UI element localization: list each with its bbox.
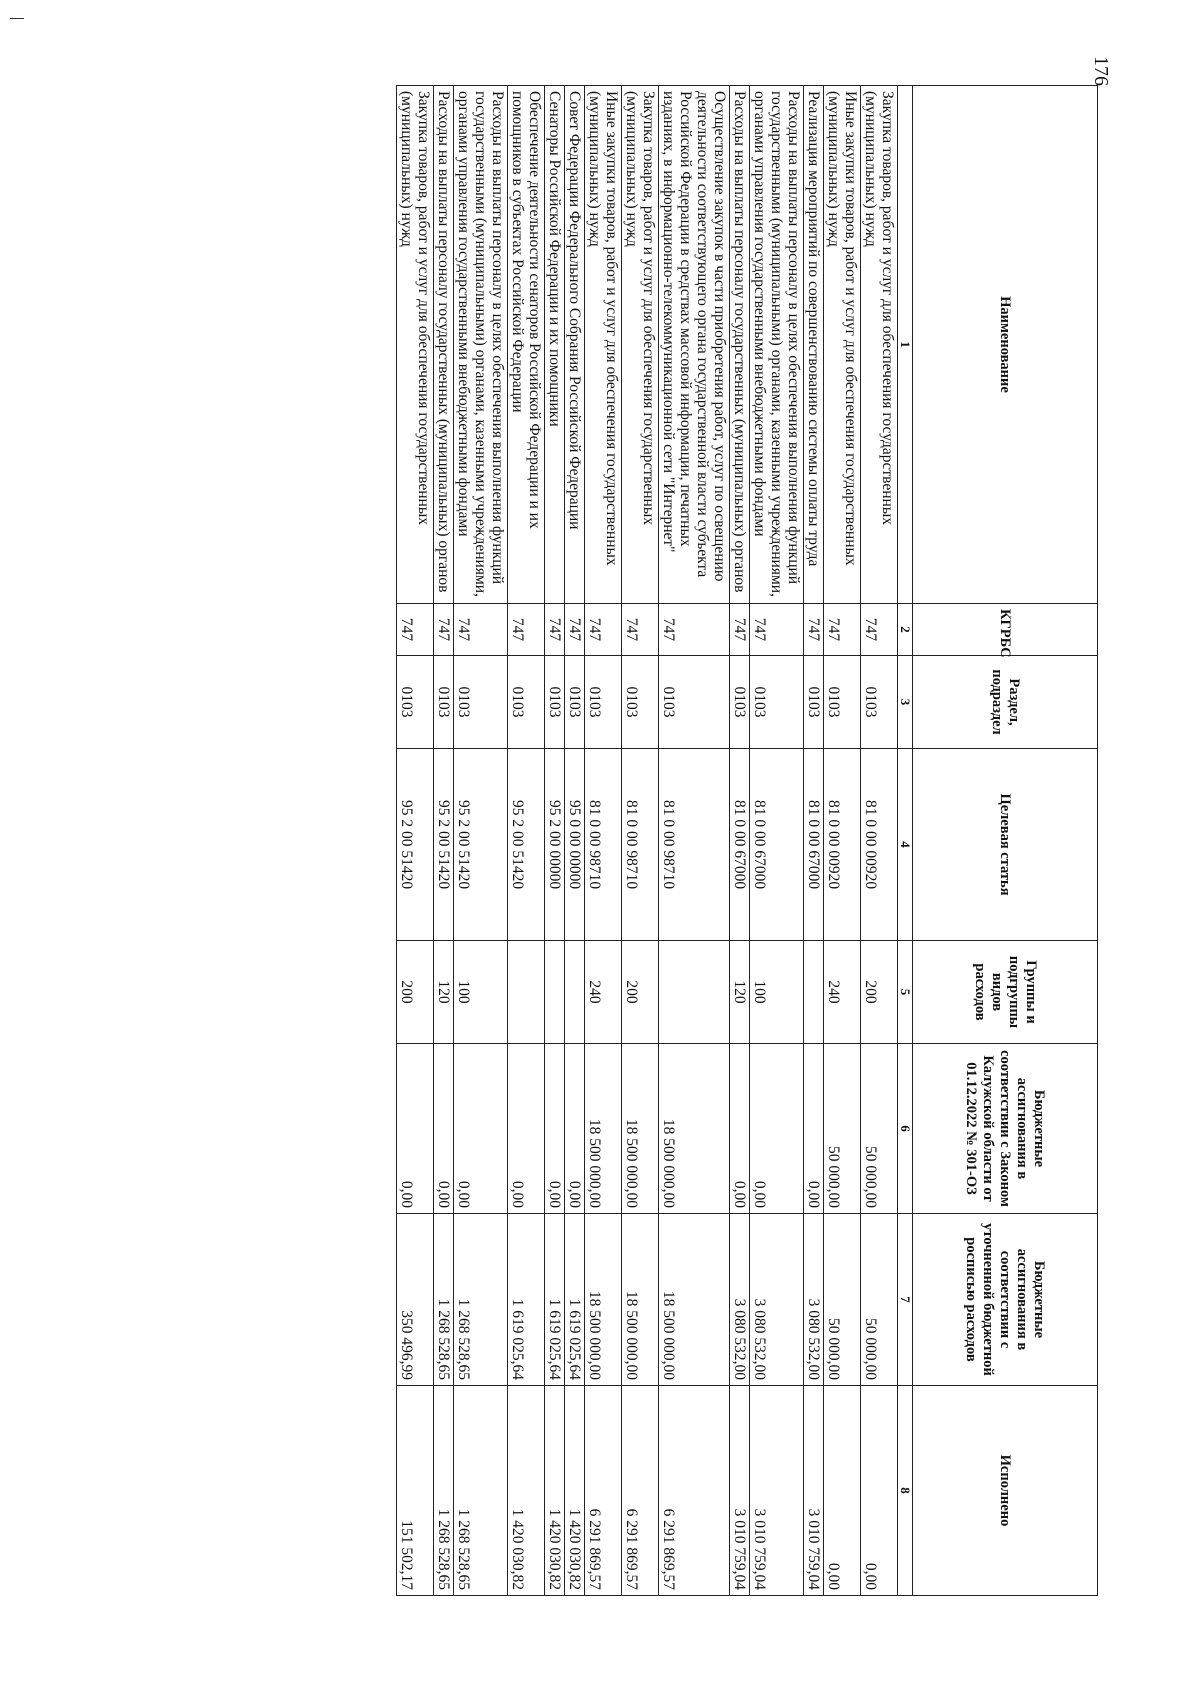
row-kgrbs: 747 xyxy=(508,604,545,656)
row-law-allocation: 0,00 xyxy=(545,1044,565,1214)
row-group xyxy=(804,941,824,1044)
row-section: 0103 xyxy=(397,656,434,749)
header-row xyxy=(913,86,1098,1596)
row-section: 0103 xyxy=(454,656,508,749)
budget-table-sheet xyxy=(113,85,1098,1595)
row-name: Совет Федерации Федерального Собрания Российской Федерации xyxy=(565,86,585,604)
row-section: 0103 xyxy=(861,656,898,749)
row-target: 81 0 00 98710 xyxy=(659,749,730,941)
row-target: 95 2 00 51420 xyxy=(508,749,545,941)
row-executed: 6 291 869,57 xyxy=(659,1386,730,1596)
header-section: Раздел, подраздел xyxy=(913,656,1098,749)
row-refined-allocation: 1 268 528,65 xyxy=(434,1214,454,1386)
row-name: Сенаторы Российской Федерации и их помощники xyxy=(545,86,565,604)
row-target: 95 2 00 51420 xyxy=(454,749,508,941)
row-kgrbs: 747 xyxy=(804,604,824,656)
row-refined-allocation: 18 500 000,00 xyxy=(622,1214,659,1386)
column-number: 4 xyxy=(898,749,913,941)
row-executed: 1 268 528,65 xyxy=(454,1386,508,1596)
row-group: 200 xyxy=(861,941,898,1044)
row-group: 100 xyxy=(750,941,804,1044)
row-target: 95 2 00 00000 xyxy=(545,749,565,941)
header-law-allocations: Бюджетные ассигнования в соответствии с Законом Калужской области от 01.12.2022 № 301-ОЗ xyxy=(913,1044,1098,1214)
table-row xyxy=(622,86,659,1596)
row-group: 120 xyxy=(434,941,454,1044)
row-refined-allocation: 50 000,00 xyxy=(824,1214,861,1386)
column-number: 2 xyxy=(898,604,913,656)
table-row xyxy=(508,86,545,1596)
row-refined-allocation: 3 080 532,00 xyxy=(804,1214,824,1386)
table-row xyxy=(861,86,898,1596)
row-law-allocation: 50 000,00 xyxy=(824,1044,861,1214)
header-executed: Исполнено xyxy=(913,1386,1098,1596)
row-refined-allocation: 1 268 528,65 xyxy=(454,1214,508,1386)
row-kgrbs: 747 xyxy=(454,604,508,656)
row-law-allocation: 0,00 xyxy=(565,1044,585,1214)
row-law-allocation: 50 000,00 xyxy=(861,1044,898,1214)
column-number: 5 xyxy=(898,941,913,1044)
row-group xyxy=(565,941,585,1044)
row-section: 0103 xyxy=(804,656,824,749)
page-number: 176 xyxy=(1090,56,1112,86)
row-section: 0103 xyxy=(622,656,659,749)
column-number: 3 xyxy=(898,656,913,749)
row-law-allocation: 0,00 xyxy=(397,1044,434,1214)
row-name: Осуществление закупок в части приобретения работ, услуг по освещению деятельности соответствующего органа государственной власти субъекта Российской Федерации в средствах массовой информации, печатных изданиях, в информационно-телекоммуникационной сети "Интернет" xyxy=(659,86,730,604)
row-group xyxy=(659,941,730,1044)
row-section: 0103 xyxy=(659,656,730,749)
row-target: 95 2 00 51420 xyxy=(434,749,454,941)
table-row xyxy=(804,86,824,1596)
row-kgrbs: 747 xyxy=(730,604,750,656)
row-executed: 1 420 030,82 xyxy=(545,1386,565,1596)
row-section: 0103 xyxy=(565,656,585,749)
row-target: 95 0 00 00000 xyxy=(565,749,585,941)
row-name: Иные закупки товаров, работ и услуг для обеспечения государственных (муниципальных) нужд xyxy=(824,86,861,604)
row-refined-allocation: 350 496,99 xyxy=(397,1214,434,1386)
row-executed: 3 010 759,04 xyxy=(804,1386,824,1596)
header-refined-allocations: Бюджетные ассигнования в соответствии с уточненной бюджетной росписью расходов xyxy=(913,1214,1098,1386)
header-name: Наименование xyxy=(913,86,1098,604)
row-executed: 0,00 xyxy=(861,1386,898,1596)
header-kgrbs: КГРБС xyxy=(913,604,1098,656)
row-kgrbs: 747 xyxy=(622,604,659,656)
row-executed: 1 268 528,65 xyxy=(434,1386,454,1596)
row-executed: 3 010 759,04 xyxy=(750,1386,804,1596)
row-target: 81 0 00 00920 xyxy=(861,749,898,941)
column-number: 7 xyxy=(898,1214,913,1386)
row-kgrbs: 747 xyxy=(861,604,898,656)
row-executed: 1 420 030,82 xyxy=(508,1386,545,1596)
row-law-allocation: 0,00 xyxy=(434,1044,454,1214)
row-target: 81 0 00 98710 xyxy=(585,749,622,941)
table-row xyxy=(659,86,730,1596)
row-kgrbs: 747 xyxy=(659,604,730,656)
row-section: 0103 xyxy=(508,656,545,749)
row-name: Закупка товаров, работ и услуг для обеспечения государственных (муниципальных) нужд xyxy=(622,86,659,604)
row-refined-allocation: 3 080 532,00 xyxy=(750,1214,804,1386)
row-name: Реализация мероприятий по совершенствованию системы оплаты труда xyxy=(804,86,824,604)
row-law-allocation: 0,00 xyxy=(730,1044,750,1214)
row-target: 81 0 00 67000 xyxy=(730,749,750,941)
row-name: Закупка товаров, работ и услуг для обеспечения государственных (муниципальных) нужд xyxy=(397,86,434,604)
row-kgrbs: 747 xyxy=(750,604,804,656)
table-body xyxy=(397,86,898,1596)
margin-dash xyxy=(10,18,24,19)
row-law-allocation: 0,00 xyxy=(454,1044,508,1214)
row-section: 0103 xyxy=(545,656,565,749)
row-refined-allocation: 18 500 000,00 xyxy=(585,1214,622,1386)
row-refined-allocation: 50 000,00 xyxy=(861,1214,898,1386)
row-group: 240 xyxy=(824,941,861,1044)
row-section: 0103 xyxy=(824,656,861,749)
table-row xyxy=(585,86,622,1596)
row-law-allocation: 18 500 000,00 xyxy=(585,1044,622,1214)
row-group: 100 xyxy=(454,941,508,1044)
row-executed: 3 010 759,04 xyxy=(730,1386,750,1596)
row-executed: 151 502,17 xyxy=(397,1386,434,1596)
table-row xyxy=(397,86,434,1596)
row-law-allocation: 18 500 000,00 xyxy=(659,1044,730,1214)
row-law-allocation: 0,00 xyxy=(750,1044,804,1214)
row-name: Иные закупки товаров, работ и услуг для обеспечения государственных (муниципальных) нужд xyxy=(585,86,622,604)
row-section: 0103 xyxy=(750,656,804,749)
row-name: Расходы на выплаты персоналу в целях обеспечения выполнения функций государственными (муниципальными) органами, казенными учреждениями, органами управления государственными внебюджетными фондами xyxy=(454,86,508,604)
row-name: Расходы на выплаты персоналу государственных (муниципальных) органов xyxy=(730,86,750,604)
row-refined-allocation: 1 619 025,64 xyxy=(545,1214,565,1386)
row-kgrbs: 747 xyxy=(565,604,585,656)
row-target: 81 0 00 67000 xyxy=(804,749,824,941)
table-row xyxy=(730,86,750,1596)
table-row xyxy=(565,86,585,1596)
row-refined-allocation: 3 080 532,00 xyxy=(730,1214,750,1386)
row-name: Расходы на выплаты персоналу в целях обеспечения выполнения функций государственными (муниципальными) органами, казенными учреждениями, органами управления государственными внебюджетными фондами xyxy=(750,86,804,604)
row-target: 95 2 00 51420 xyxy=(397,749,434,941)
table-row xyxy=(824,86,861,1596)
table-row xyxy=(750,86,804,1596)
row-group: 120 xyxy=(730,941,750,1044)
row-executed: 6 291 869,57 xyxy=(585,1386,622,1596)
row-executed: 6 291 869,57 xyxy=(622,1386,659,1596)
row-law-allocation: 18 500 000,00 xyxy=(622,1044,659,1214)
row-group: 200 xyxy=(397,941,434,1044)
budget-table xyxy=(396,85,1098,1596)
row-group: 200 xyxy=(622,941,659,1044)
row-executed: 0,00 xyxy=(824,1386,861,1596)
row-refined-allocation: 1 619 025,64 xyxy=(508,1214,545,1386)
row-name: Обеспечение деятельности сенаторов Российской Федерации и их помощников в субъектах Российской Федерации xyxy=(508,86,545,604)
row-kgrbs: 747 xyxy=(545,604,565,656)
row-name: Закупка товаров, работ и услуг для обеспечения государственных (муниципальных) нужд xyxy=(861,86,898,604)
row-kgrbs: 747 xyxy=(585,604,622,656)
row-law-allocation: 0,00 xyxy=(508,1044,545,1214)
row-name: Расходы на выплаты персоналу государственных (муниципальных) органов xyxy=(434,86,454,604)
column-number: 6 xyxy=(898,1044,913,1214)
row-law-allocation: 0,00 xyxy=(804,1044,824,1214)
row-target: 81 0 00 00920 xyxy=(824,749,861,941)
row-group: 240 xyxy=(585,941,622,1044)
row-refined-allocation: 18 500 000,00 xyxy=(659,1214,730,1386)
row-group xyxy=(545,941,565,1044)
table-row xyxy=(545,86,565,1596)
row-group xyxy=(508,941,545,1044)
row-target: 81 0 00 67000 xyxy=(750,749,804,941)
row-kgrbs: 747 xyxy=(824,604,861,656)
row-executed: 1 420 030,82 xyxy=(565,1386,585,1596)
row-kgrbs: 747 xyxy=(434,604,454,656)
header-groups: Группы и подгруппы видов расходов xyxy=(913,941,1098,1044)
row-section: 0103 xyxy=(434,656,454,749)
row-kgrbs: 747 xyxy=(397,604,434,656)
table-row xyxy=(454,86,508,1596)
row-refined-allocation: 1 619 025,64 xyxy=(565,1214,585,1386)
column-number: 8 xyxy=(898,1386,913,1596)
header-target: Целевая статья xyxy=(913,749,1098,941)
row-section: 0103 xyxy=(730,656,750,749)
column-number: 1 xyxy=(898,86,913,604)
column-number-row xyxy=(898,86,913,1596)
table-row xyxy=(434,86,454,1596)
row-section: 0103 xyxy=(585,656,622,749)
row-target: 81 0 00 98710 xyxy=(622,749,659,941)
